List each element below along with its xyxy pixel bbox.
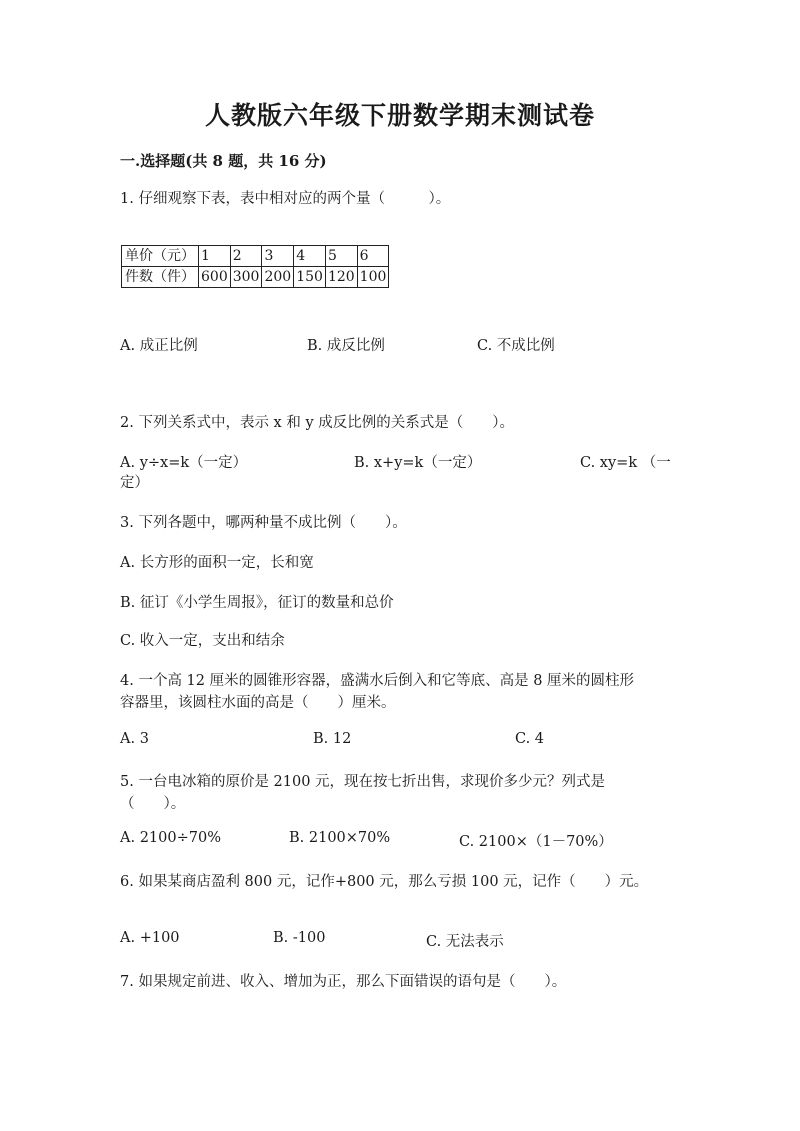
q2-option-c: C. xy=k （一: [580, 455, 671, 471]
question-5-line-2: （ ）。: [120, 796, 186, 812]
table-cell: 1: [199, 246, 231, 267]
q3-option-c: C. 收入一定，支出和结余: [120, 633, 285, 649]
q3-option-b: B. 征订《小学生周报》，征订的数量和总价: [120, 595, 394, 611]
table-cell: 600: [199, 267, 231, 288]
q2-option-b: B. x+y=k（一定）: [354, 455, 482, 471]
section-heading: 一.选择题(共 8 题，共 16 分): [120, 152, 327, 170]
q4-option-c: C. 4: [515, 731, 545, 747]
q1-option-c: C. 不成比例: [477, 338, 555, 354]
question-5-line-1: 5. 一台电冰箱的原价是 2100 元，现在按七折出售，求现价多少元？列式是: [120, 774, 606, 790]
q6-option-b: B. -100: [273, 930, 326, 946]
q2-option-c-wrap: 定）: [120, 475, 149, 491]
page-title: 人教版六年级下册数学期末测试卷: [204, 101, 595, 130]
question-2: 2. 下列关系式中，表示 x 和 y 成反比例的关系式是（ ）。: [120, 415, 514, 431]
q5-option-b: B. 2100×70%: [289, 830, 391, 846]
table-cell: 6: [357, 246, 389, 267]
table-cell: 4: [294, 246, 326, 267]
table-cell: 120: [325, 267, 357, 288]
table-row: [122, 246, 389, 267]
question-4-line-2: 容器里，该圆柱水面的高是（ ）厘米。: [120, 695, 396, 711]
q3-option-a: A. 长方形的面积一定，长和宽: [120, 555, 314, 571]
q1-option-a: A. 成正比例: [120, 338, 198, 354]
table-row: [122, 267, 389, 288]
q4-option-b: B. 12: [313, 731, 352, 747]
table-cell: 200: [262, 267, 294, 288]
table-cell: 件数（件）: [122, 267, 199, 288]
table-cell: 5: [325, 246, 357, 267]
table-cell: 2: [230, 246, 262, 267]
q6-option-a: A. +100: [120, 930, 180, 946]
table-cell: 单价（元）: [122, 246, 199, 267]
table-cell: 3: [262, 246, 294, 267]
q6-option-c: C. 无法表示: [426, 934, 504, 950]
question-3: 3. 下列各题中，哪两种量不成比例（ ）。: [120, 515, 407, 531]
table-cell: 100: [357, 267, 389, 288]
q2-option-a: A. y÷x=k（一定）: [120, 455, 248, 471]
table-cell: 300: [230, 267, 262, 288]
q5-option-a: A. 2100÷70%: [120, 830, 221, 846]
q1-option-b: B. 成反比例: [307, 338, 385, 354]
question-6: 6. 如果某商店盈利 800 元，记作+800 元，那么亏损 100 元，记作（ ）元。: [120, 874, 649, 890]
q5-option-c: C. 2100×（1－70%）: [459, 834, 613, 850]
q4-option-a: A. 3: [120, 731, 149, 747]
question-4-line-1: 4. 一个高 12 厘米的圆锥形容器，盛满水后倒入和它等底、高是 8 厘米的圆柱形: [120, 673, 635, 689]
table-cell: 150: [294, 267, 326, 288]
price-quantity-table: [121, 245, 389, 288]
question-7: 7. 如果规定前进、收入、增加为正，那么下面错误的语句是（ ）。: [120, 974, 567, 990]
question-1: 1. 仔细观察下表，表中相对应的两个量（ ）。: [120, 191, 451, 207]
